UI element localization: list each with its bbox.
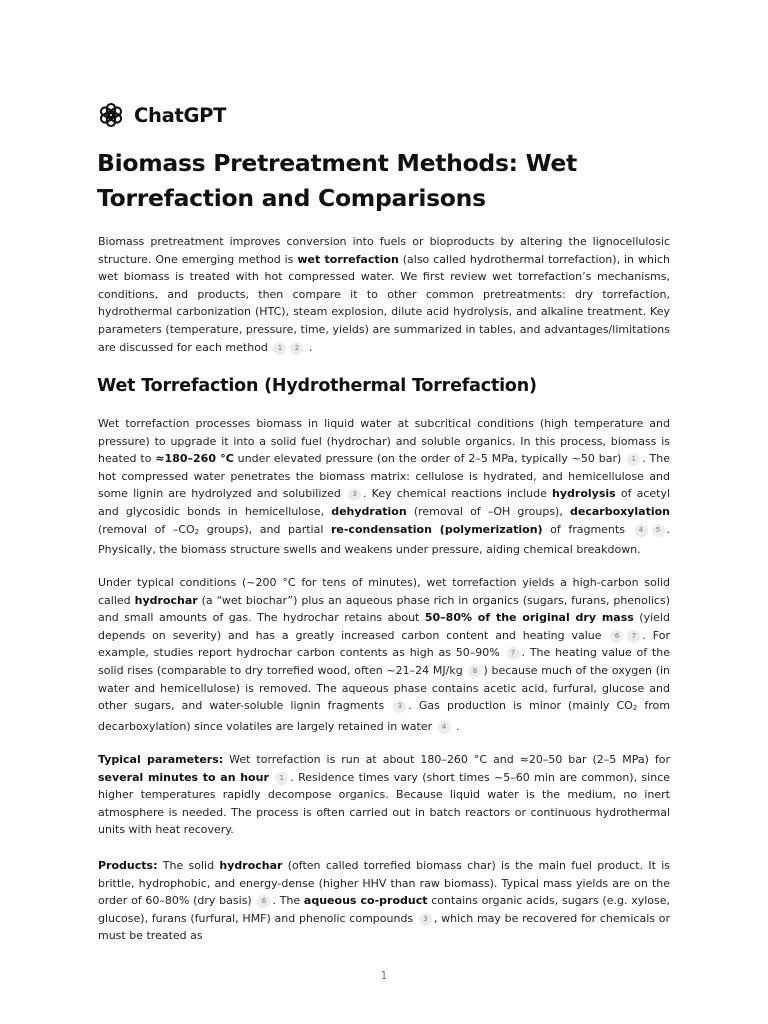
openai-logo-icon (97, 101, 125, 129)
chatgpt-logo (97, 100, 226, 130)
citation-badge[interactable]: 2 (290, 342, 303, 355)
citation-badge[interactable]: 6 (257, 895, 270, 908)
citation-badge[interactable]: 3 (348, 488, 361, 501)
section-heading: Wet Torrefaction (Hydrothermal Torrefaction) (97, 376, 537, 396)
citation-badge[interactable]: 4 (635, 524, 648, 537)
citation-badge[interactable]: 6 (610, 630, 623, 643)
citation-badge[interactable]: 1 (275, 772, 288, 785)
products-overview-paragraph: Under typical conditions (~200 °C for tens of minutes), wet torrefaction yields a high-carbon solid called hydrochar (a “wet biochar”) plus an aqueous phase rich in organics (sugars, furans, phenolics) and small amounts of gas. The hydrochar retains about 50–80% of the original dry mass (yield depends on severity) and has a greatly increased carbon content and heating value 6 7 . For example, studies report hydrochar carbon contents as high as 50–90% 7 . The heating value of the solid rises (comparable to dry torrefied wood, often ~21–24 MJ/kg 8 ) because much of the oxygen (in water and hemicellulose) is removed. The aqueous phase contains acetic acid, furfural, glucose and other sugars, and water-soluble lignin fragments 3 . Gas production is minor (mainly CO2 from decarboxylation) since volatiles are largely retained in water 4 . (98, 576, 671, 733)
citation-badge[interactable]: 8 (468, 665, 481, 678)
citation-badge[interactable]: 3 (419, 913, 432, 926)
logo-text: ChatGPT (134, 103, 227, 127)
citation-badge[interactable]: 7 (507, 647, 520, 660)
mechanism-paragraph: Wet torrefaction processes biomass in liquid water at subcritical conditions (high temperature and pressure) to upgrade it into a solid fuel (hydrochar) and soluble organics. In this process, biomass is heated to ≈180–260 °C under elevated pressure (on the order of 2–5 MPa, typically ~50 bar) 1 . The hot compressed water penetrates the biomass matrix: cellulose is hydrated, and hemicellulose and some lignin are hydrolyzed and solubilized 3 . Key chemical reactions include hydrolysis of acetyl and glycosidic bonds in hemicellulose, dehydration (removal of –OH groups), decarboxylation (removal of –CO2 groups), and partial re-condensation (polymerization) of fragments 4 5 . Physically, the biomass structure swells and weakens under pressure, aiding chemical breakdown. (98, 417, 671, 557)
page-title: Biomass Pretreatment Methods: Wet Torrefaction and Comparisons (97, 149, 577, 212)
citation-badge[interactable]: 1 (273, 342, 286, 355)
page-number: 1 (380, 970, 388, 982)
citation-badge[interactable]: 1 (627, 453, 640, 466)
citation-badge[interactable]: 7 (627, 630, 640, 643)
citation-badge[interactable]: 3 (393, 700, 406, 713)
parameters-paragraph: Typical parameters: Wet torrefaction is run at about 180–260 °C and ≈20–50 bar (2–5 MPa) for several minutes to an hour 1 . Residence times vary (short times ~5–60 min are common), since higher temperatures rapidly decompose organics. Because liquid water is the medium, no inert atmosphere is needed. The process is often carried out in batch reactors or continuous hydrothermal units with heat recovery. (98, 753, 671, 837)
intro-paragraph: Biomass pretreatment improves conversion into fuels or bioproducts by altering the lignocellulosic structure. One emerging method is wet torrefaction (also called hydrothermal torrefaction), in which wet biomass is treated with hot compressed water. We first review wet torrefaction’s mechanisms, conditions, and products, then compare it to other common pretreatments: dry torrefaction, hydrothermal carbonization (HTC), steam explosion, dilute acid hydrolysis, and alkaline treatment. Key parameters (temperature, pressure, time, yields) are summarized in tables, and advantages/limitations are discussed for each method 1 2 . (98, 235, 671, 354)
citation-badge[interactable]: 4 (438, 721, 451, 734)
citation-badge[interactable]: 5 (652, 524, 665, 537)
products-paragraph: Products: The solid hydrochar (often called torrefied biomass char) is the main fuel product. It is brittle, hydrophobic, and energy-dense (higher HHV than raw biomass). Typical mass yields are on the order of 60–80% (dry basis) 6 . The aqueous co-product contains organic acids, sugars (e.g. xylose, glucose), furans (furfural, HMF) and phenolic compounds 3 , which may be recovered for chemicals or must be treated as (98, 859, 670, 943)
